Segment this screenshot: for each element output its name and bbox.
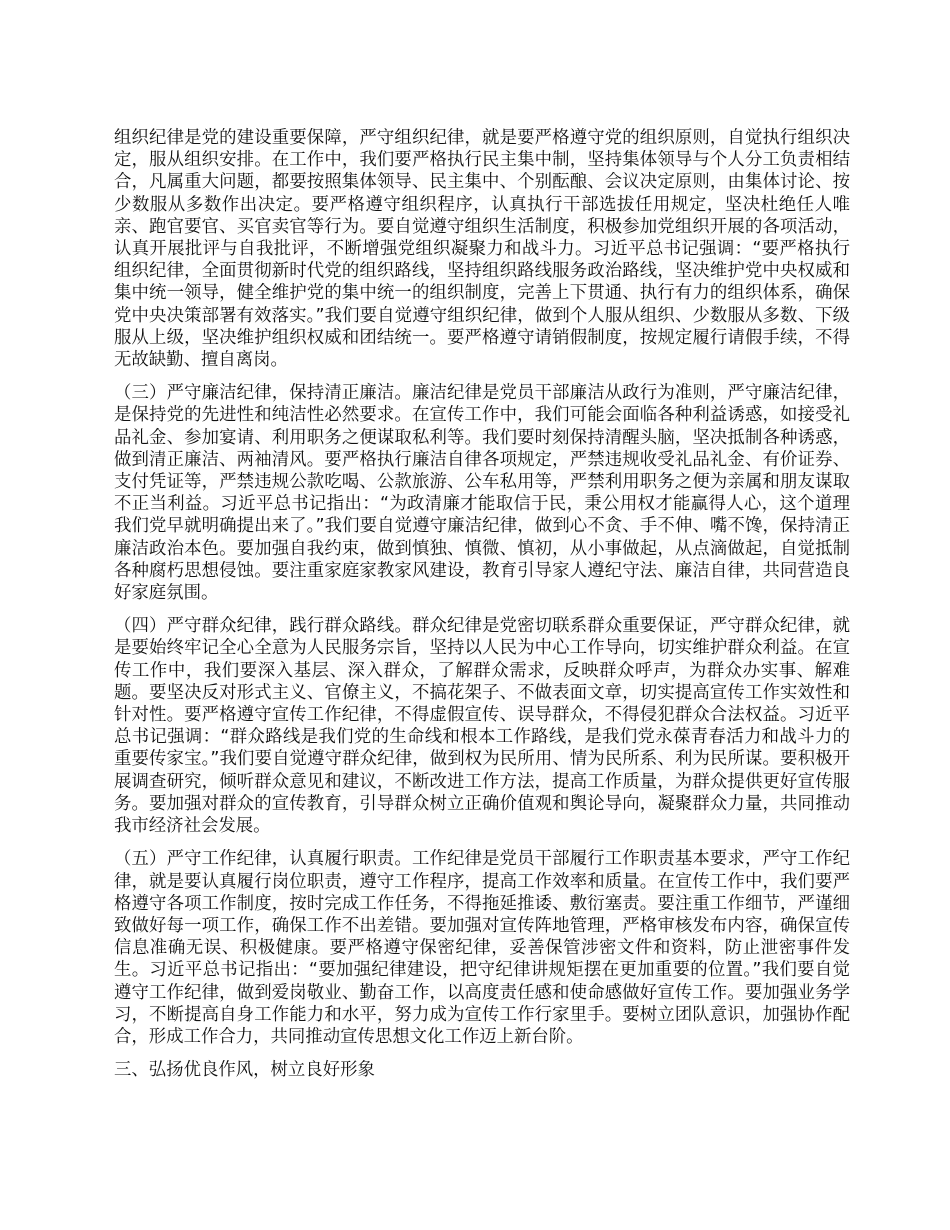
paragraph-work-discipline: （五）严守工作纪律，认真履行职责。工作纪律是党员干部履行工作职责基本要求，严守工作纪律，就是要认真履行岗位职责，遵守工作程序，提高工作效率和质量。在宣传工作中，我们要严格遵守各项工作制度，按时完成工作任务，不得拖延推诿、敷衍塞责。要注重工作细节，严谨细致做好每一项工作，确保工作不出差错。要加强对宣传阵地管理，严格审核发布内容，确保宣传信息准确无误、积极健康。要严格遵守保密纪律，妥善保管涉密文件和资料，防止泄密事件发生。习近平总书记指出：“要加强纪律建设，把守纪律讲规矩摆在更加重要的位置。”我们要自觉遵守工作纪律，做到爱岗敬业、勤奋工作，以高度责任感和使命感做好宣传工作。要加强业务学习，不断提高自身工作能力和水平，努力成为宣传工作行家里手。要树立团队意识，加强协作配合，形成工作合力，共同推动宣传思想文化工作迈上新台阶。	[114, 849, 850, 1047]
document-page	[114, 127, 850, 1081]
paragraph-mass-discipline: （四）严守群众纪律，践行群众路线。群众纪律是党密切联系群众重要保证，严守群众纪律，就是要始终牢记全心全意为人民服务宗旨，坚持以人民为中心工作导向，切实维护群众利益。在宣传工作中，我们要深入基层、深入群众，了解群众需求，反映群众呼声，为群众办实事、解难题。要坚决反对形式主义、官僚主义，不搞花架子、不做表面文章，切实提高宣传工作实效性和针对性。要严格遵守宣传工作纪律，不得虚假宣传、误导群众，不得侵犯群众合法权益。习近平总书记强调：“群众路线是我们党的生命线和根本工作路线，是我们党永葆青春活力和战斗力的重要传家宝。”我们要自觉遵守群众纪律，做到权为民所用、情为民所系、利为民所谋。要积极开展调查研究，倾听群众意见和建议，不断改进工作方法，提高工作质量，为群众提供更好宣传服务。要加强对群众的宣传教育，引导群众树立正确价值观和舆论导向，凝聚群众力量，共同推动我市经济社会发展。	[114, 616, 850, 837]
paragraph-integrity-discipline: （三）严守廉洁纪律，保持清正廉洁。廉洁纪律是党员干部廉洁从政行为准则，严守廉洁纪律，是保持党的先进性和纯洁性必然要求。在宣传工作中，我们可能会面临各种利益诱惑，如接受礼品礼金、参加宴请、利用职务之便谋取私利等。我们要时刻保持清醒头脑，坚决抵制各种诱惑，做到清正廉洁、两袖清风。要严格执行廉洁自律各项规定，严禁违规收受礼品礼金、有价证券、支付凭证等，严禁违规公款吃喝、公款旅游、公车私用等，严禁利用职务之便为亲属和朋友谋取不正当利益。习近平总书记指出：“为政清廉才能取信于民，秉公用权才能赢得人心，这个道理我们党早就明确提出来了。”我们要自觉遵守廉洁纪律，做到心不贪、手不伸、嘴不馋，保持清正廉洁政治本色。要加强自我约束，做到慎独、慎微、慎初，从小事做起，从点滴做起，自觉抵制各种腐朽思想侵蚀。要注重家庭家教家风建设，教育引导家人遵纪守法、廉洁自律，共同营造良好家庭氛围。	[114, 383, 850, 604]
paragraph-organizational-discipline: 组织纪律是党的建设重要保障，严守组织纪律，就是要严格遵守党的组织原则，自觉执行组织决定，服从组织安排。在工作中，我们要严格执行民主集中制，坚持集体领导与个人分工负责相结合，凡属重大问题，都要按照集体领导、民主集中、个别酝酿、会议决定原则，由集体讨论、按少数服从多数作出决定。要严格遵守组织程序，认真执行干部选拔任用规定，坚决杜绝任人唯亲、跑官要官、买官卖官等行为。要自觉遵守组织生活制度，积极参加党组织开展的各项活动，认真开展批评与自我批评，不断增强党组织凝聚力和战斗力。习近平总书记强调：“要严格执行组织纪律，全面贯彻新时代党的组织路线，坚持组织路线服务政治路线，坚决维护党中央权威和集中统一领导，健全维护党的集中统一的组织制度，完善上下贯通、执行有力的组织体系，确保党中央决策部署有效落实。”我们要自觉遵守组织纪律，做到个人服从组织、少数服从多数、下级服从上级，坚决维护组织权威和团结统一。要严格遵守请销假制度，按规定履行请假手续，不得无故缺勤、擅自离岗。	[114, 128, 850, 371]
section-heading: 三、弘扬优良作风，树立良好形象	[114, 1060, 375, 1081]
